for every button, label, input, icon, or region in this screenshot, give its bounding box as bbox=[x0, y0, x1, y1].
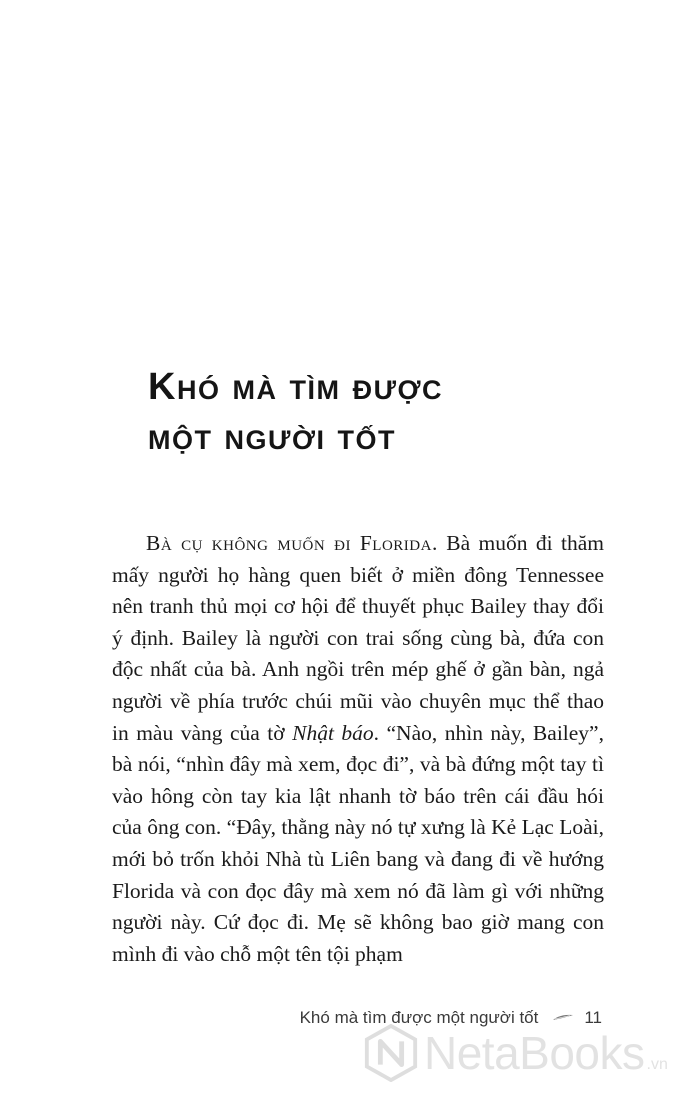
netabooks-watermark bbox=[362, 1024, 668, 1082]
running-title: Khó mà tìm được một người tốt bbox=[299, 1008, 539, 1027]
body-paragraph bbox=[112, 528, 604, 970]
body-text-part-1: Bà muốn đi thăm mấy người họ hàng quen biết ở miền đông Tennessee nên tranh thủ mọi cơ hội để thuyết phục Bailey thay đổi ý định. Bailey là người con trai sống cùng bà, đứa con độc nhất của bà. Anh ngồi trên mép ghế ở gần bàn, ngả người về phía trước chúi mũi vào chuyên mục thể thao in màu vàng của tờ bbox=[112, 531, 604, 745]
body-text-part-2: . “Nào, nhìn này, Bailey”, bà nói, “nhìn đây mà xem, đọc đi”, và bà đứng một tay tì vào hông còn tay kia lật nhanh tờ báo trên cái đầu hói của ông con. “Đây, thằng này nó tự xưng là Kẻ Lạc Loài, mới bỏ trốn khỏi Nhà tù Liên bang và đang đi về hướng Florida và con đọc đây mà xem nó đã làm gì với những người này. Cứ đọc đi. Mẹ sẽ không bao giờ mang con mình đi vào chỗ một tên tội phạm bbox=[112, 720, 604, 966]
netabooks-logo-icon bbox=[362, 1024, 420, 1082]
chapter-title-line-2: một người tốt bbox=[148, 416, 397, 458]
newspaper-title-italic: Nhật báo bbox=[292, 720, 374, 745]
lead-in-small-caps: Bà cụ không muốn đi Florida. bbox=[146, 531, 438, 555]
feather-ornament-icon bbox=[552, 1011, 574, 1025]
page-number: 11 bbox=[584, 1008, 602, 1027]
chapter-title bbox=[148, 362, 608, 462]
watermark-suffix: .vn bbox=[646, 1056, 668, 1073]
chapter-title-line-1: Khó mà tìm được bbox=[148, 366, 444, 408]
watermark-brand: NetaBooks bbox=[424, 1027, 645, 1079]
